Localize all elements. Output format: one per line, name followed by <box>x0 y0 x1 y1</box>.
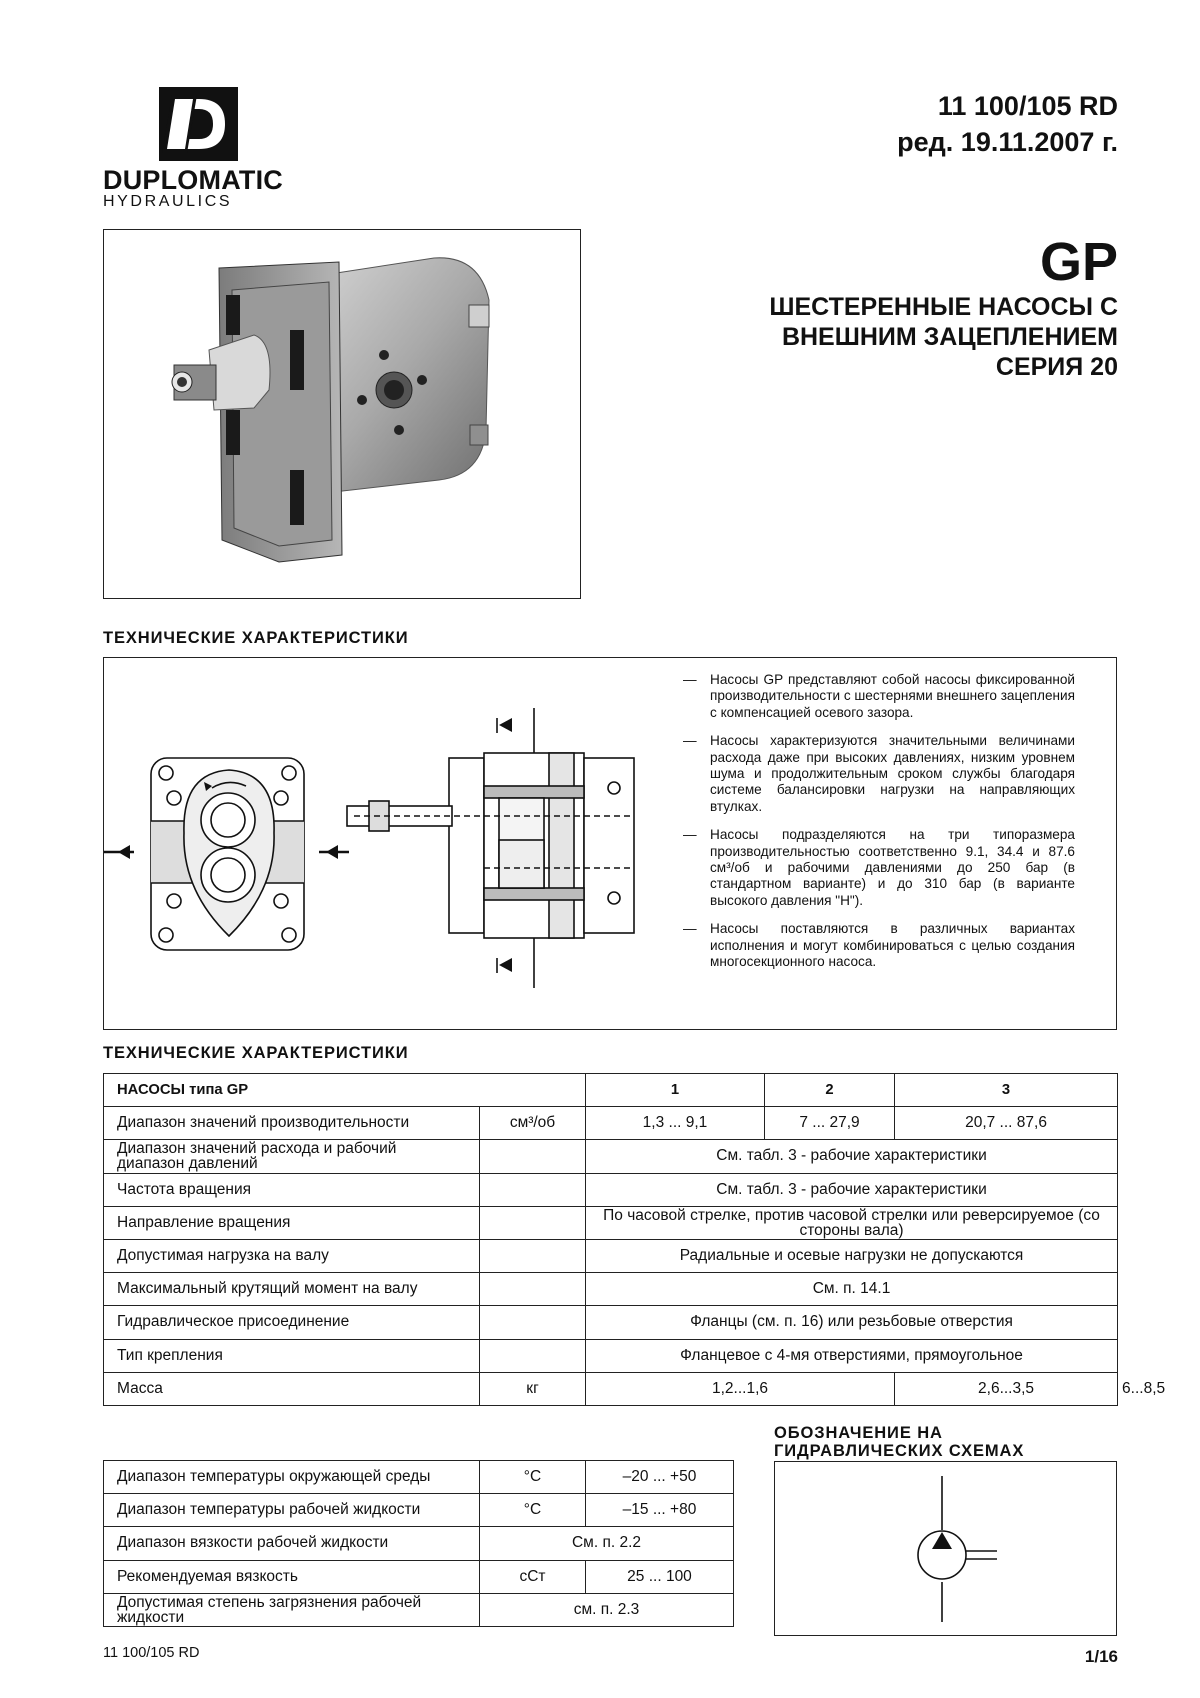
row-value: Радиальные и осевые нагрузки не допускаются <box>586 1239 1118 1272</box>
product-title-line-1: ШЕСТЕРЕННЫЕ НАСОСЫ С <box>769 293 1118 321</box>
row-label: Диапазон вязкости рабочей жидкости <box>104 1527 480 1560</box>
hydraulic-symbol-box <box>774 1461 1117 1636</box>
table-row: Масса кг 1,2...1,6 2,6...3,5 6...8,5 <box>104 1372 1118 1405</box>
row-label: Рекомендуемая вязкость <box>104 1560 480 1593</box>
doc-number: 11 100/105 RD <box>937 91 1118 121</box>
brand-logo <box>103 87 293 210</box>
symbol-title <box>774 1424 1024 1460</box>
section-title-specs: ТЕХНИЧЕСКИЕ ХАРАКТЕРИСТИКИ <box>103 1044 409 1062</box>
row-value-1: 1,2...1,6 <box>586 1372 895 1405</box>
product-code: GP <box>1039 232 1118 292</box>
table-row <box>104 1593 734 1626</box>
row-unit: °C <box>480 1494 586 1527</box>
description-bullet: — Насосы GP представляют собой насосы фиксированной производительности с шестернями внешнего зацепления с компенсацией осевого зазора. <box>683 672 1075 721</box>
row-unit <box>480 1339 586 1372</box>
row-label: Направление вращения <box>104 1206 480 1239</box>
product-title-line-2: ВНЕШНИМ ЗАЦЕПЛЕНИЕМ <box>781 323 1118 351</box>
pump-symbol-icon <box>775 1462 1115 1634</box>
table-header-label: НАСОСЫ типа GP <box>104 1074 586 1107</box>
table-row <box>104 1107 1118 1140</box>
row-label: Диапазон значений расхода и рабочий диапазон давлений <box>104 1140 480 1173</box>
description-bullet: — Насосы характеризуются значительными величинами расхода даже при высоких давлениях, низким уровнем шума и продолжительным сроком службы благодаря системе балансировки нагрузки на направляющих втулках. <box>683 733 1075 815</box>
revision-date: ред. 19.11.2007 г. <box>897 127 1118 157</box>
row-value-3: 20,7 ... 87,6 <box>895 1107 1118 1140</box>
environment-table <box>103 1460 734 1627</box>
table-row <box>104 1206 1118 1239</box>
row-label: Диапазон значений производительности <box>104 1107 480 1140</box>
row-unit: см³/об <box>480 1107 586 1140</box>
row-unit <box>480 1273 586 1306</box>
description-bullet: — Насосы подразделяются на три типоразмера производительностью соответственно 9.1, 34.4 и 87.6 см³/об и рабочими давлениями до 250 бар (в стандартном варианте) и до 310 бар (в варианте высокого давления "Н"). <box>683 827 1075 909</box>
row-value: См. табл. 3 - рабочие характеристики <box>586 1140 1118 1173</box>
product-title-block <box>769 232 1118 382</box>
row-unit <box>480 1173 586 1206</box>
row-value: Фланцы (см. п. 16) или резьбовые отверстия <box>586 1306 1118 1339</box>
row-label: Масса <box>104 1372 480 1405</box>
row-value-1: 1,3 ... 9,1 <box>586 1107 765 1140</box>
row-label: Диапазон температуры окружающей среды <box>104 1461 480 1494</box>
table-row <box>104 1461 734 1494</box>
row-unit: кг <box>480 1372 586 1405</box>
row-unit <box>480 1306 586 1339</box>
table-header-row <box>104 1074 1118 1107</box>
description-list <box>683 672 1075 983</box>
row-unit <box>480 1140 586 1173</box>
row-label: Максимальный крутящий момент на валу <box>104 1273 480 1306</box>
table-row <box>104 1339 1118 1372</box>
row-value: –15 ... +80 <box>586 1494 734 1527</box>
row-value: 25 ... 100 <box>586 1560 734 1593</box>
table-row <box>104 1239 1118 1272</box>
product-title-line-3: СЕРИЯ 20 <box>995 353 1118 381</box>
section-title-description: ТЕХНИЧЕСКИЕ ХАРАКТЕРИСТИКИ <box>103 629 409 647</box>
table-header-size-2: 2 <box>765 1074 895 1107</box>
table-header-size-1: 1 <box>586 1074 765 1107</box>
description-bullet: — Насосы поставляются в различных вариантах исполнения и могут комбинироваться с целью создания многосекционного насоса. <box>683 921 1075 970</box>
table-row <box>104 1527 734 1560</box>
document-reference <box>897 88 1118 160</box>
table-row <box>104 1140 1118 1173</box>
symbol-title-line-2: ГИДРАВЛИЧЕСКИХ СХЕМАХ <box>774 1442 1025 1460</box>
specs-table <box>103 1073 1166 1406</box>
row-value: См. п. 14.1 <box>586 1273 1118 1306</box>
table-row <box>104 1273 1118 1306</box>
row-value: По часовой стрелке, против часовой стрелки или реверсируемое (со стороны вала) <box>586 1206 1118 1239</box>
row-label: Тип крепления <box>104 1339 480 1372</box>
row-label: Гидравлическое присоединение <box>104 1306 480 1339</box>
row-label: Диапазон температуры рабочей жидкости <box>104 1494 480 1527</box>
row-value-2: 2,6...3,5 <box>895 1372 1118 1405</box>
row-value: см. п. 2.3 <box>480 1593 734 1626</box>
row-value-2: 7 ... 27,9 <box>765 1107 895 1140</box>
footer-doc-ref: 11 100/105 RD <box>103 1645 200 1661</box>
row-value: См. табл. 3 - рабочие характеристики <box>586 1173 1118 1206</box>
page-number: 1/16 <box>1084 1647 1118 1666</box>
brand-name: DUPLOMATIC <box>103 165 283 195</box>
table-row <box>104 1560 734 1593</box>
symbol-title-line-1: ОБОЗНАЧЕНИЕ НА <box>774 1424 943 1442</box>
pump-cross-section-drawing-icon <box>104 658 679 1028</box>
row-label: Допустимая нагрузка на валу <box>104 1239 480 1272</box>
row-value: –20 ... +50 <box>586 1461 734 1494</box>
brand-sub: HYDRAULICS <box>103 193 233 210</box>
row-label: Частота вращения <box>104 1173 480 1206</box>
product-photo <box>103 229 581 599</box>
row-unit <box>480 1239 586 1272</box>
row-unit <box>480 1206 586 1239</box>
row-value: Фланцевое с 4-мя отверстиями, прямоугольное <box>586 1339 1118 1372</box>
row-value: См. п. 2.2 <box>480 1527 734 1560</box>
description-box <box>103 657 1117 1030</box>
row-unit: сСт <box>480 1560 586 1593</box>
table-row <box>104 1494 734 1527</box>
table-header-size-3: 3 <box>895 1074 1118 1107</box>
row-label: Допустимая степень загрязнения рабочей жидкости <box>104 1593 480 1626</box>
row-unit: °C <box>480 1461 586 1494</box>
pump-photo-icon <box>104 230 580 598</box>
table-row <box>104 1173 1118 1206</box>
table-row <box>104 1306 1118 1339</box>
